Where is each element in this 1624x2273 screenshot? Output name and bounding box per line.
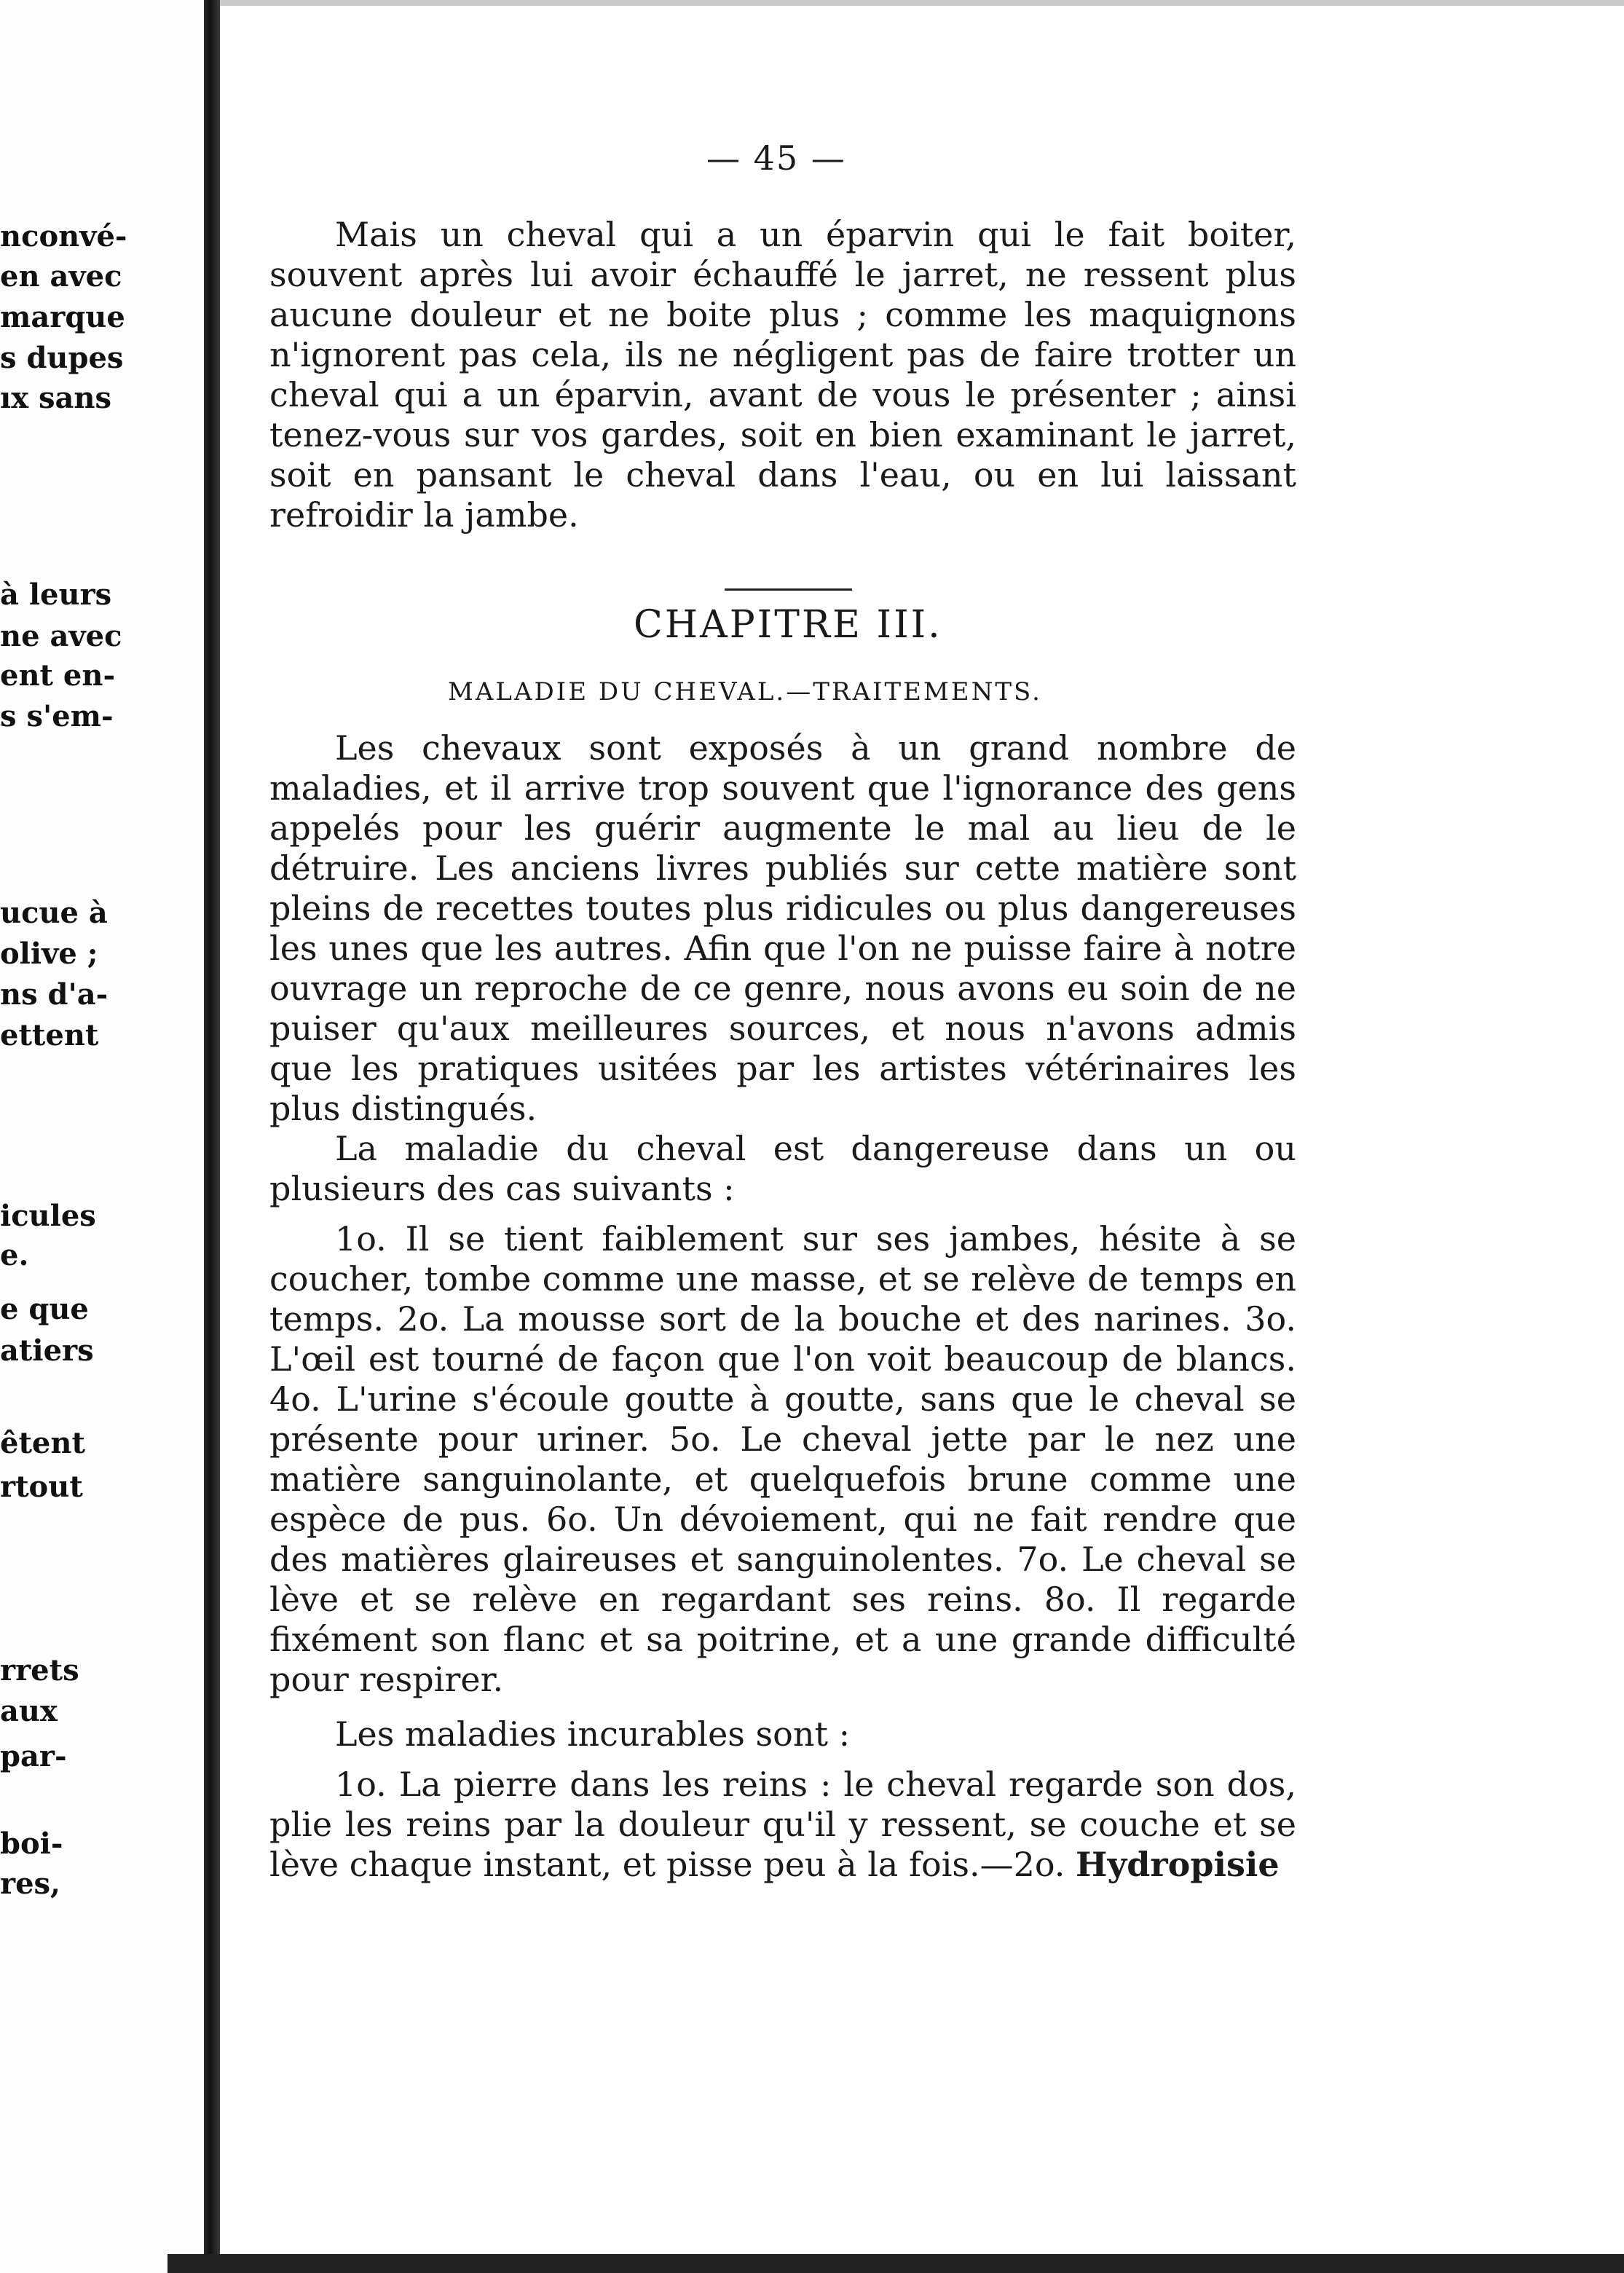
paragraph-symptomes: 1o. Il se tient faiblement sur ses jambes, hésite à se coucher, tombe comme une masse, et se relève de temps en temps. 2o. La mousse sort de la bouche et des narines. 3o. L'œil est tourné de façon que l'on voit beaucoup de blancs. 4o. L'urine s'écoule goutte à goutte, sans que le cheval se présente pour uriner. 5o. Le cheval jette par le nez une matière sanguinolante, et quelquefois brune comme une espèce de pus. 6o. Un dévoiement, qui ne fait rendre que des matières glaireuses et sanguinolentes. 7o. Le cheval se lève et se relève en regardant ses reins. 8o. Il regarde fixément son flanc et sa poitrine, et a une grande difficulté pour respirer. [269,1219,1296,1699]
paragraph-dangereuse: La maladie du cheval est dangereuse dans un ou plusieurs des cas suivants : [269,1129,1296,1208]
left-page-line: par- [0,1739,67,1773]
left-page-line: atiers [0,1334,94,1368]
left-page-line: ne avec [0,619,122,653]
left-page-line: nconvé- [0,219,127,253]
page-number: — 45 — [706,138,846,178]
left-page-line: ent en- [0,658,116,693]
page-top-edge [220,0,1624,6]
left-page-line: êtent [0,1426,85,1460]
paragraph-text: Mais un cheval qui a un éparvin qui le fait boiter, souvent après lui avoir échauffé le jarret, ne ressent plus aucune douleur et ne boite plus ; comme les maquignons n'ignorent pas cela, ils ne négligent pas de faire trotter un cheval qui a un éparvin, avant de vous le présenter ; ainsi tenez-vous sur vos gardes, soit en bien examinant le jarret, soit en pansant le cheval dans l'eau, ou en lui laissant refroidir la jambe. [269,215,1296,535]
chapter-rule [725,588,852,591]
paragraph-pierre [269,1765,1296,1885]
paragraph-incurables: Les maladies incurables sont : [335,1714,851,1754]
chapter-subtitle: MALADIE DU CHEVAL.—TRAITEMENTS. [448,677,1042,706]
left-page-line: à leurs [0,578,112,612]
paragraph-pierre-continued: Hydropisie [1076,1845,1280,1884]
page-bottom-edge [167,2254,1624,2273]
left-page-line: marque [0,300,125,334]
left-page-line: rtout [0,1470,83,1504]
left-page-line: rrets [0,1653,79,1687]
left-page-line: s dupes [0,341,124,375]
left-page-line: aux [0,1694,58,1728]
left-page-line: s s'em- [0,699,114,733]
left-page-fragment [0,0,213,2273]
left-page-line: ettent [0,1018,99,1052]
left-page-line: en avec [0,259,122,294]
left-page-line: res, [0,1867,60,1901]
left-page-line: ıx sans [0,381,112,415]
left-page-line: ns d'a- [0,977,109,1012]
left-page-line: e. [0,1238,29,1272]
paragraph-pierre-text: 1o. La pierre dans les reins : le cheval regarde son dos, plie les reins par la douleur qu'il y ressent, se couche et se lève chaque instant, et pisse peu à la fois.—2o. [269,1765,1296,1884]
body-text [269,728,1296,1885]
paragraph-eparvin [269,215,1296,535]
left-page-line: boi- [0,1827,63,1861]
book-gutter [204,0,220,2273]
chapter-title: CHAPITRE III. [634,603,942,647]
left-page-line: icules [0,1199,96,1233]
left-page-line: e que [0,1292,89,1326]
left-page-line: ucue à [0,896,108,930]
paragraph-maladies: Les chevaux sont exposés à un grand nombre de maladies, et il arrive trop souvent que l'ignorance des gens appelés pour les guérir augmente le mal au lieu de le détruire. Les anciens livres publiés sur cette matière sont pleins de recettes toutes plus ridicules ou plus dangereuses les unes que les autres. Afin que l'on ne puisse faire à notre ouvrage un reproche de ce genre, nous avons eu soin de ne puiser qu'aux meilleures sources, et nous n'avons admis que les pratiques usitées par les artistes vétérinaires les plus distingués. [269,728,1296,1128]
left-page-line: olive ; [0,937,98,971]
